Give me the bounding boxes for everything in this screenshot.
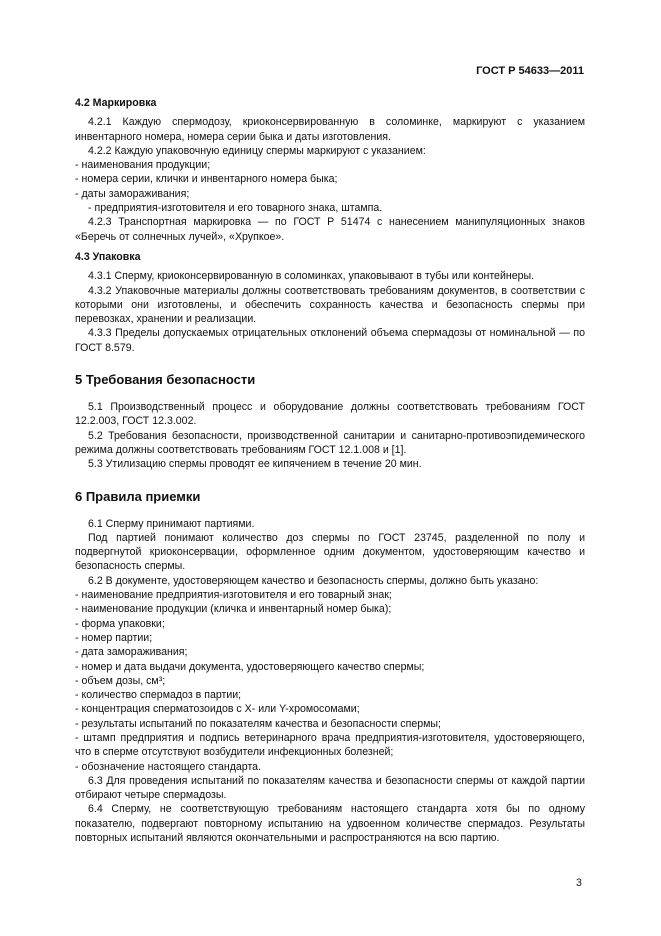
- list-item: - объем дозы, см³;: [75, 674, 166, 687]
- list-item: - количество спермадоз в партии;: [75, 689, 242, 702]
- paragraph-6-3: 6.3 Для проведения испытаний по показателям качества и безопасности спермы от каждой партии отбирают четыре спермадозы.: [75, 774, 585, 802]
- list-item: - наименования продукции;: [75, 159, 211, 172]
- document-body: [75, 96, 585, 845]
- list-item: - форма упаковки;: [75, 617, 165, 630]
- list-item: - концентрация сперматозоидов с X- или Y-хромосомами;: [75, 703, 360, 716]
- paragraph-4-3-2: 4.3.2 Упаковочные материалы должны соответствовать требованиям документов, в соответствии с которыми они изготовлены, и обеспечить сохранность качества и безопасность спермы при перевозках, хранении и реализации.: [75, 284, 585, 326]
- list-item: - результаты испытаний по показателям качества и безопасности спермы;: [75, 717, 441, 730]
- paragraph-4-2-1: 4.2.1 Каждую спермодозу, криоконсервированную в соломинке, маркируют с указанием инвентарного номера, номера серии быка и даты изготовления.: [75, 116, 585, 143]
- list-item: - номер партии;: [75, 631, 153, 644]
- subsection-title-4-3: 4.3 Упаковка: [75, 250, 141, 263]
- list-item: - номера серии, клички и инвентарного номера быка;: [75, 173, 338, 186]
- list-item: - штамп предприятия и подпись ветеринарного врача предприятия-изготовителя, удостоверяющего, что в сперме отсутствуют возбудители инфекционных болезней;: [75, 731, 585, 759]
- section-title-6: 6 Правила приемки: [75, 488, 201, 504]
- list-item: - предприятия-изготовителя и его товарного знака, штампа.: [88, 202, 383, 215]
- paragraph-4-2-3: 4.2.3 Транспортная маркировка — по ГОСТ Р 51474 с нанесением манипуляционных знаков «Беречь от солнечных лучей», «Хрупкое».: [75, 216, 585, 243]
- list-item: - даты замораживания;: [75, 187, 190, 200]
- list-item: - наименование продукции (кличка и инвентарный номер быка);: [75, 603, 392, 616]
- list-item: - дата замораживания;: [75, 646, 188, 659]
- page-number: 3: [576, 877, 582, 889]
- paragraph-5-3: 5.3 Утилизацию спермы проводят ее кипячением в течение 20 мин.: [88, 458, 422, 471]
- paragraph-4-3-3: 4.3.3 Пределы допускаемых отрицательных отклонений объема спермадозы от номинальной — по ГОСТ 8.579.: [75, 327, 585, 354]
- section-title-5: 5 Требования безопасности: [75, 372, 256, 388]
- list-item: - обозначение настоящего стандарта.: [75, 760, 262, 773]
- paragraph-5-2: 5.2 Требования безопасности, производственной санитарии и санитарно-противоэпидемического режима должны соответствовать требованиям ГОСТ 12.1.008 и [1].: [75, 429, 585, 456]
- paragraph-6-1-lot-definition: Под партией понимают количество доз спермы по ГОСТ 23745, разделенной по полу и подвергнутой криоконсервации, оформленное одним документом, удостоверяющим качество и безопасность спермы.: [75, 531, 585, 573]
- subsection-title-4-2: 4.2 Маркировка: [75, 97, 157, 109]
- document-header: ГОСТ Р 54633—2011: [476, 65, 584, 77]
- list-item: - наименование предприятия-изготовителя и его товарный знак;: [75, 589, 392, 602]
- paragraph-6-1: 6.1 Сперму принимают партиями.: [88, 517, 255, 530]
- list-item: - номер и дата выдачи документа, удостоверяющего качество спермы;: [75, 660, 425, 673]
- paragraph-6-2: 6.2 В документе, удостоверяющем качество и безопасность спермы, должно быть указано:: [88, 574, 539, 587]
- paragraph-5-1: 5.1 Производственный процесс и оборудование должны соответствовать требованиям ГОСТ 12.2.003, ГОСТ 12.3.002.: [75, 401, 585, 428]
- paragraph-6-4: 6.4 Сперму, не соответствующую требованиям настоящего стандарта хотя бы по одному показателю, подвергают повторному испытанию на удвоенном количестве спермадоз. Результаты повторных испытаний являются окончательными и распространяются на всю партию.: [75, 803, 585, 845]
- paragraph-4-3-1: 4.3.1 Сперму, криоконсервированную в соломинках, упаковывают в тубы или контейнеры.: [88, 270, 535, 283]
- paragraph-4-2-2: 4.2.2 Каждую упаковочную единицу спермы маркируют с указанием:: [88, 144, 426, 157]
